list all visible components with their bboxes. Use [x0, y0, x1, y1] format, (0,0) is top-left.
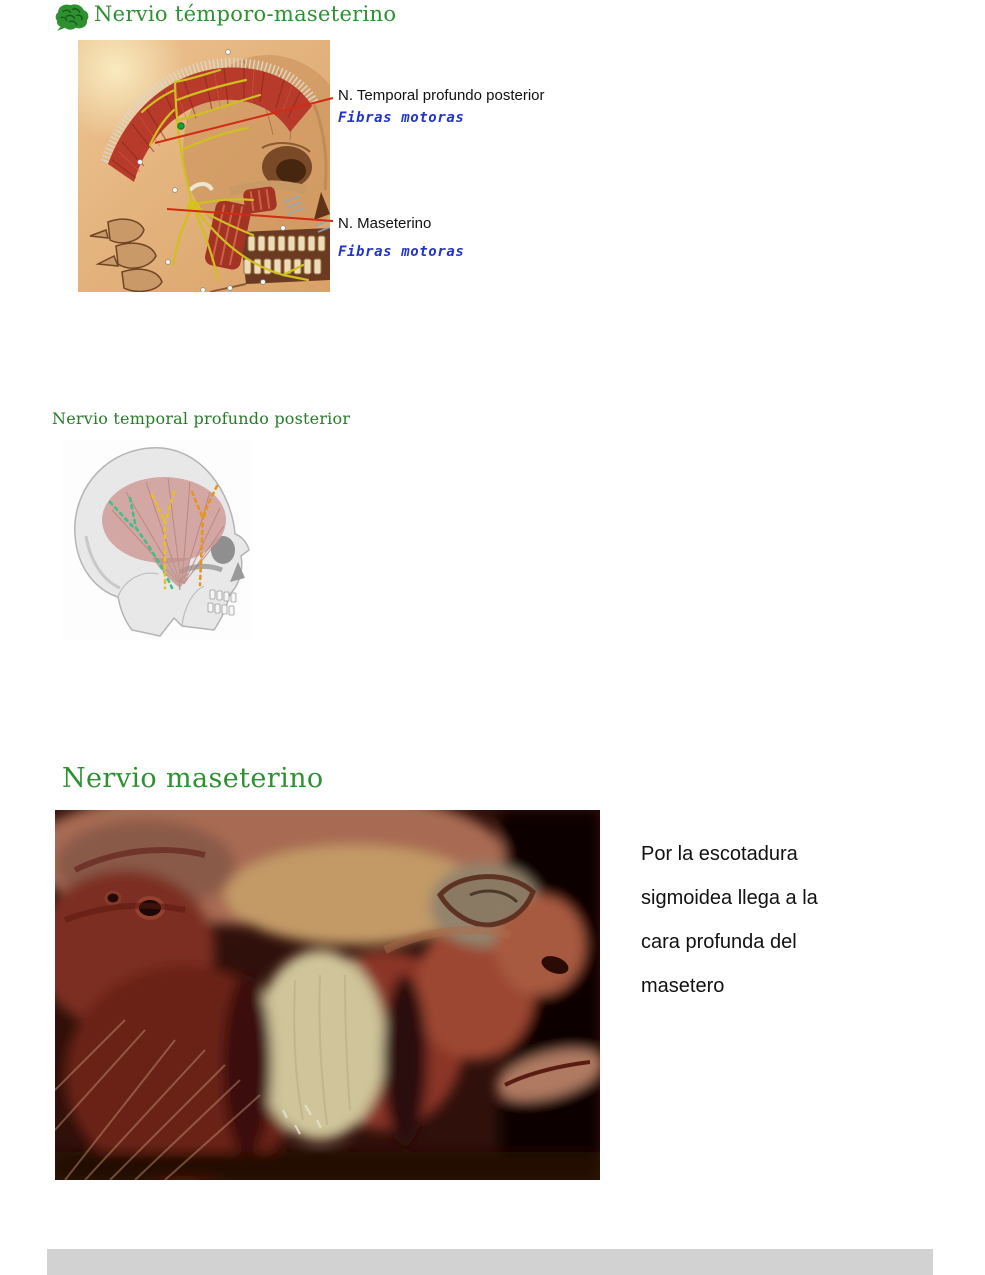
skull-nerves-illustration [78, 40, 330, 292]
caption-line: masetero [641, 975, 725, 997]
caption-text [641, 832, 881, 1008]
masseter-dissection-photo [55, 810, 600, 1180]
footer-bar [47, 1249, 933, 1275]
brain-icon [54, 3, 91, 32]
page-title: Nervio témporo-maseterino [94, 2, 397, 26]
skull-temporalis-illustration [62, 440, 252, 640]
section-heading-temporal: Nervio temporal profundo posterior [52, 409, 351, 428]
section-heading-maseterino: Nervio maseterino [62, 763, 324, 794]
caption-line: sigmoidea llega a la [641, 887, 818, 909]
annotation-maseterino-label: N. Maseterino [338, 215, 432, 232]
annotation-temporal-label: N. Temporal profundo posterior [338, 87, 545, 104]
annotation-temporal-note: Fibras motoras [338, 110, 465, 126]
annotation-maseterino-note: Fibras motoras [338, 244, 465, 260]
caption-line: cara profunda del [641, 931, 797, 953]
caption-line: Por la escotadura [641, 843, 798, 865]
